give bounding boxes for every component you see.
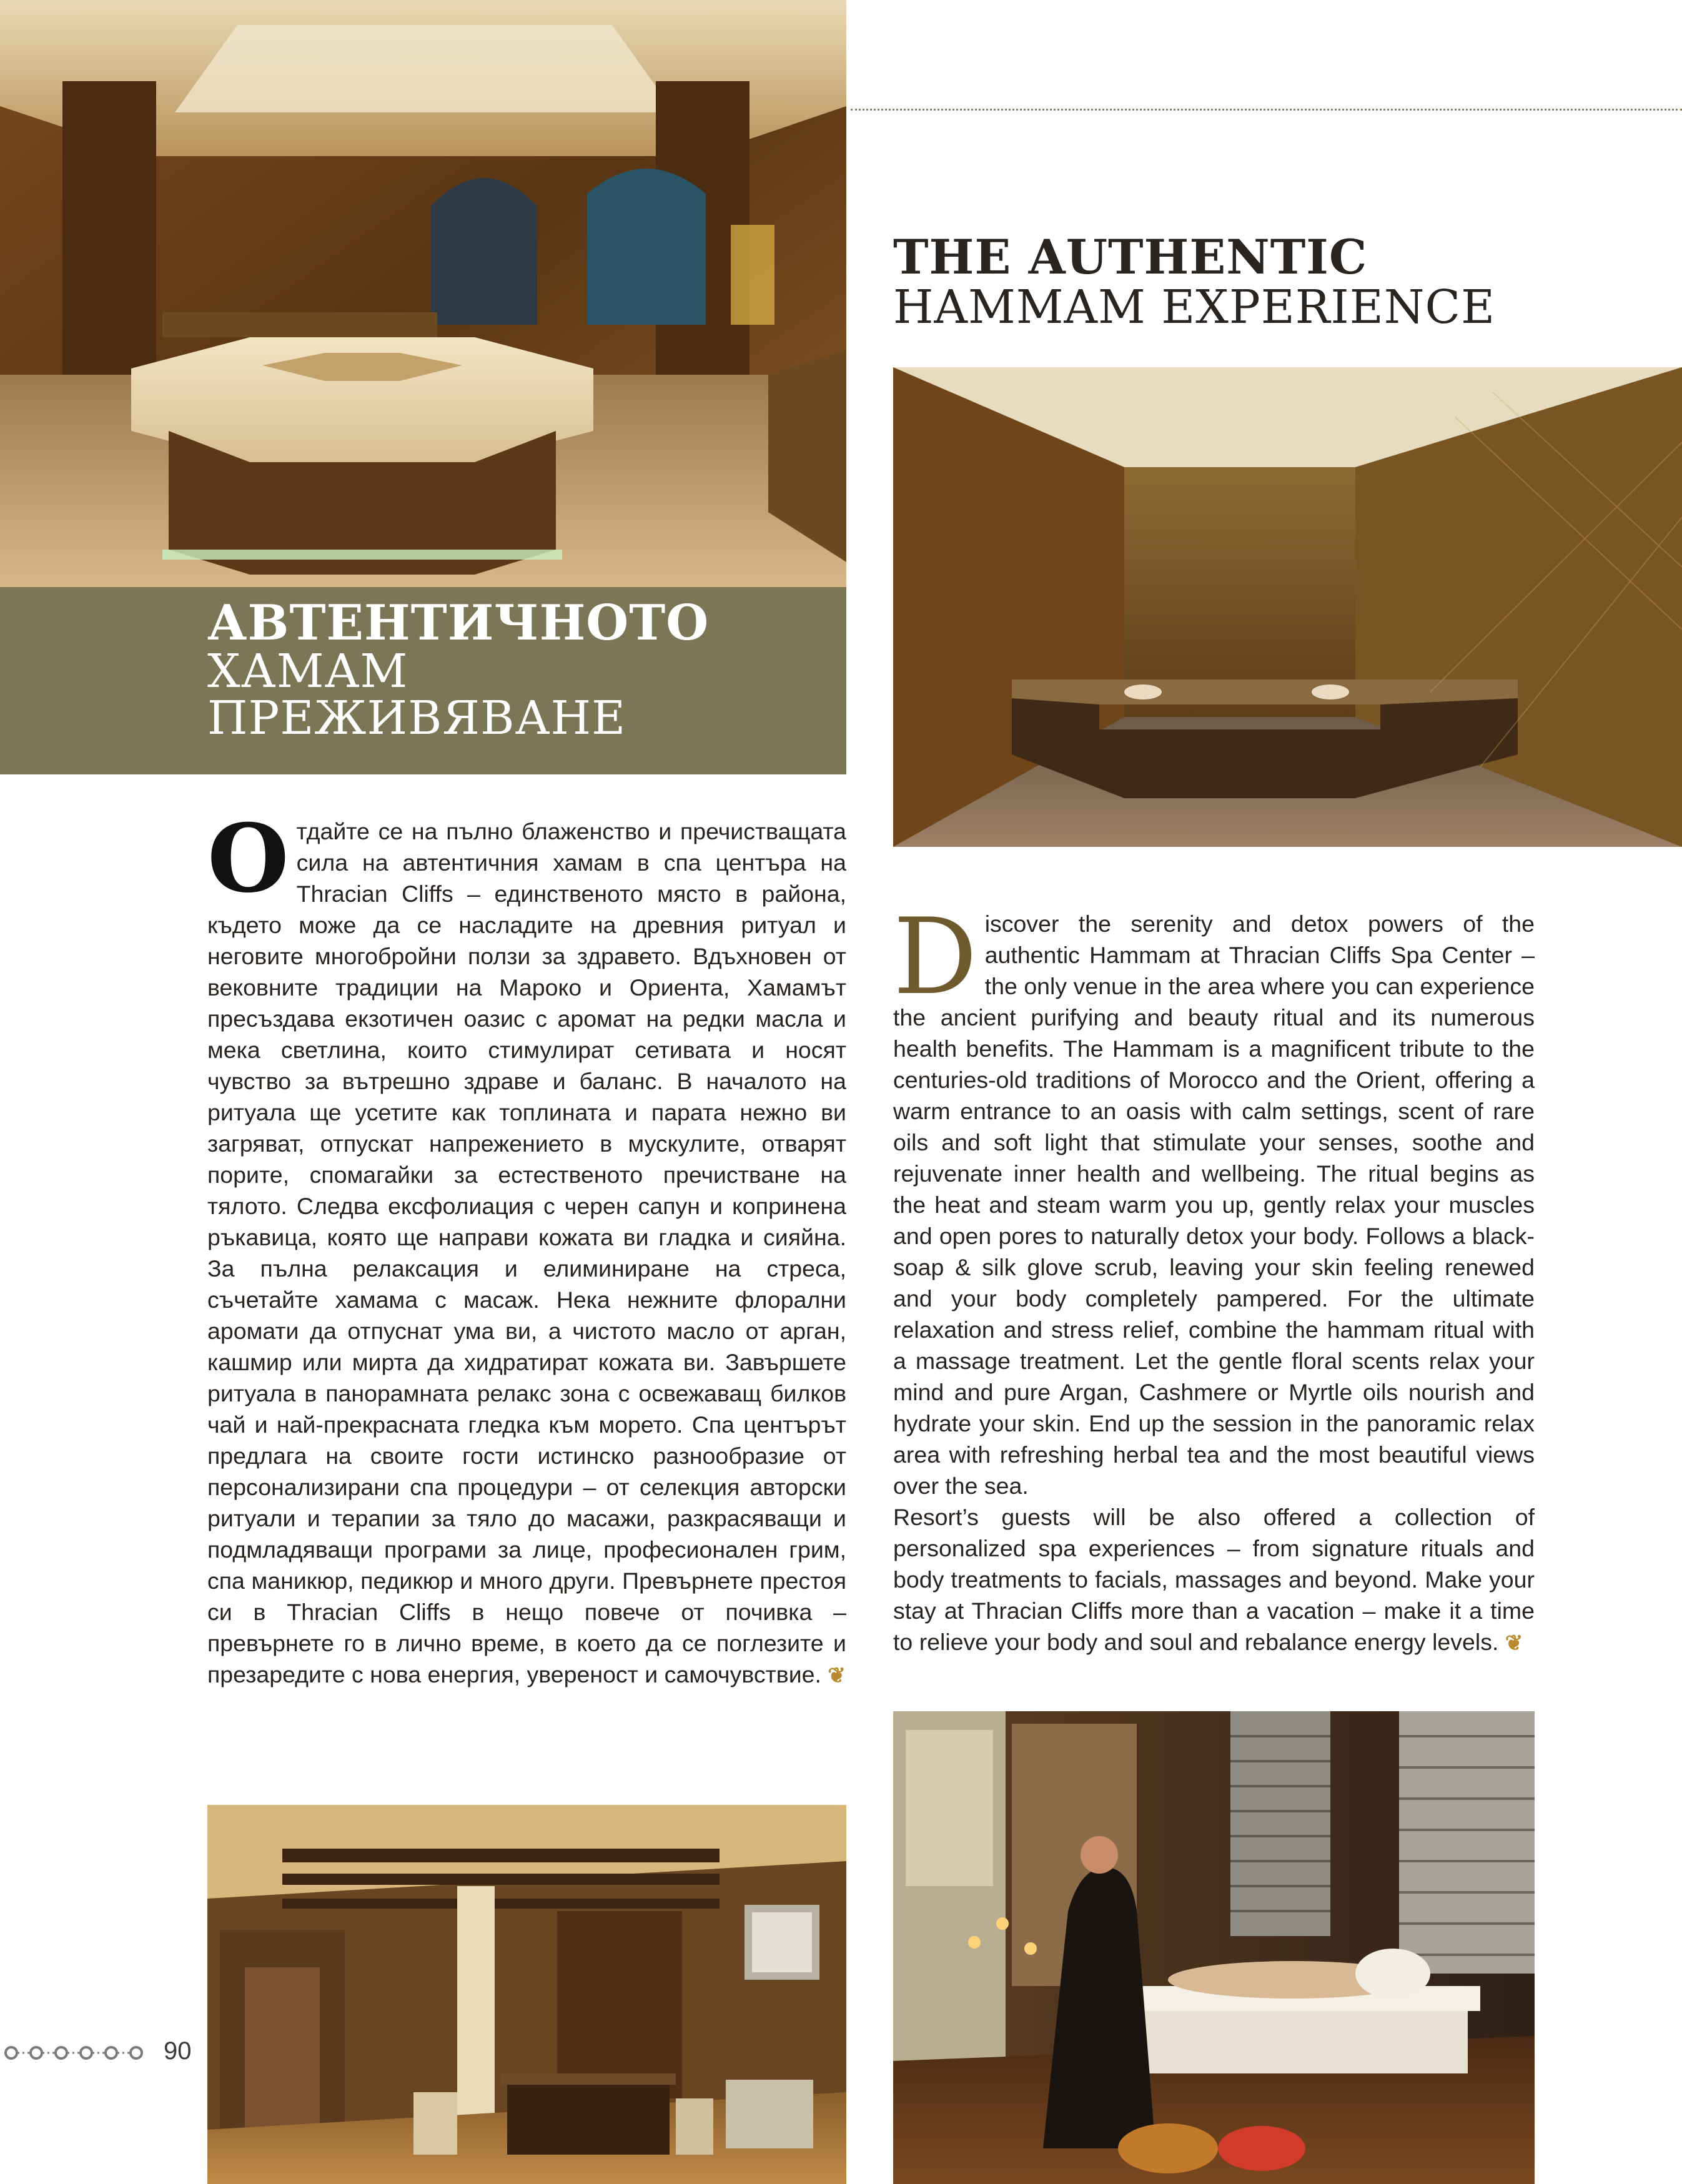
en-article-heading <box>893 229 1496 334</box>
decorative-dotted-rule <box>851 109 1682 111</box>
en-heading-line2: HAMMAM EXPERIENCE <box>893 280 1496 334</box>
bg-heading-line2: ХАМАМ <box>207 644 408 698</box>
photo-spa-reception <box>207 1805 846 2184</box>
en-paragraph-1 <box>893 896 1535 1501</box>
page-number: 90 <box>164 2037 192 2065</box>
en-article-body <box>893 896 1535 1659</box>
title-band <box>0 587 846 774</box>
bg-heading-line3: ПРЕЖИВЯВАНЕ <box>207 691 626 746</box>
en-dropcap: D <box>893 896 977 1018</box>
footer-ornament-icon <box>0 2037 150 2068</box>
bg-dropcap: О <box>207 804 289 914</box>
bg-body-text: тдайте се на пълно блаженство и пречистващата сила на автентичния хамам в спа центъра на Thracian Cliffs – единственото място в района, където може да се насладите на древния ритуал и неговите многобройни ползи за здравето. Вдъхновен от вековните традиции на Мароко и Ориента, Хамамът пресъздава екзотичен оазис с аромат на редки масла и мека светлина, които стимулират сетивата и носят чувство за вътрешно здраве и баланс. В началото на ритуала ще усетите как топлината и парата нежно ви загряват, отпускат напрежението в мускулите, отварят порите, спомагайки за естественото пречистване на тялото. Следва ексфолиация с черен сапун и копринена ръкавица, която ще направи кожата ви гладка и сияйна. За пълна релаксация и елиминиране на стреса, съчетайте хамама с масаж. Нека нежните флорални аромати да отпуснат ума ви, а чистото масло от арган, кашмир или мирта да хидратират кожата ви. Завършете ритуала в панорамната релакс зона с освежаващ билков чай и най-прекрасната гледка към морето. Спа центърът предлага на своите гости истинско разнообразие от персонализирани спа процедури – от селекция авторски ритуали и терапии за тяло до масажи, разкрасяващи и подмладяващи програми за лице, професионален грим, спа маникюр, педикюр и много други. Превърнете престоя си в Thracian Cliffs в нещо повече от почивка – превърнете го в лично време, в което да се поглезите и презаредите с нова енергия, увереност и самочувствие. <box>207 818 846 1687</box>
en-body-text-1: iscover the serenity and detox powers of the authentic Hammam at Thracian Cliffs Spa Center – the only venue in the area where you can experience the ancient purifying and beauty ritual and its numerous health benefits. The Hammam is a magnificent tribute to the centuries-old traditions of Morocco and the Orient, offering a warm entrance to an oasis with calm settings, scent of rare oils and soft light that stimulate your senses, soothe and rejuvenate inner health and wellbeing. The ritual begins as the heat and steam warm you up, gently relax your muscles and open pores to naturally detox your body. Follows a black-soap & silk glove scrub, leaving your skin feeling renewed and your body completely pampered. For the ultimate relaxation and stress relief, combine the hammam ritual with a massage treatment. Let the gentle floral scents relax your mind and pure Argan, Cashmere or Myrtle oils nourish and hydrate your skin. End up the session in the panoramic relax area with refreshing herbal tea and the most beautiful views over the sea. <box>893 911 1535 1499</box>
bg-article-heading <box>207 595 710 746</box>
en-paragraph-2 <box>893 1501 1535 1659</box>
en-end-mark-icon: ❦ <box>1505 1631 1523 1655</box>
bg-heading-line1: АВТЕНТИЧНОТО <box>207 595 710 651</box>
bg-paragraph <box>207 804 846 1691</box>
photo-hammam-chamber <box>893 367 1682 847</box>
bg-end-mark-icon: ❦ <box>828 1664 846 1687</box>
photo-hammam-octagonal-table <box>0 0 846 587</box>
en-body-text-2: Resort’s guests will be also offered a collection of personalized spa experiences – from signature rituals and body treatments to facials, massages and beyond. Make your stay at Thracian Cliffs more than a vacation – make it a time to relieve your body and soul and rebalance energy levels. <box>893 1504 1535 1655</box>
bg-article-body <box>207 804 846 1691</box>
en-heading-line1: THE AUTHENTIC <box>893 229 1368 285</box>
photo-massage-room <box>893 1711 1535 2184</box>
